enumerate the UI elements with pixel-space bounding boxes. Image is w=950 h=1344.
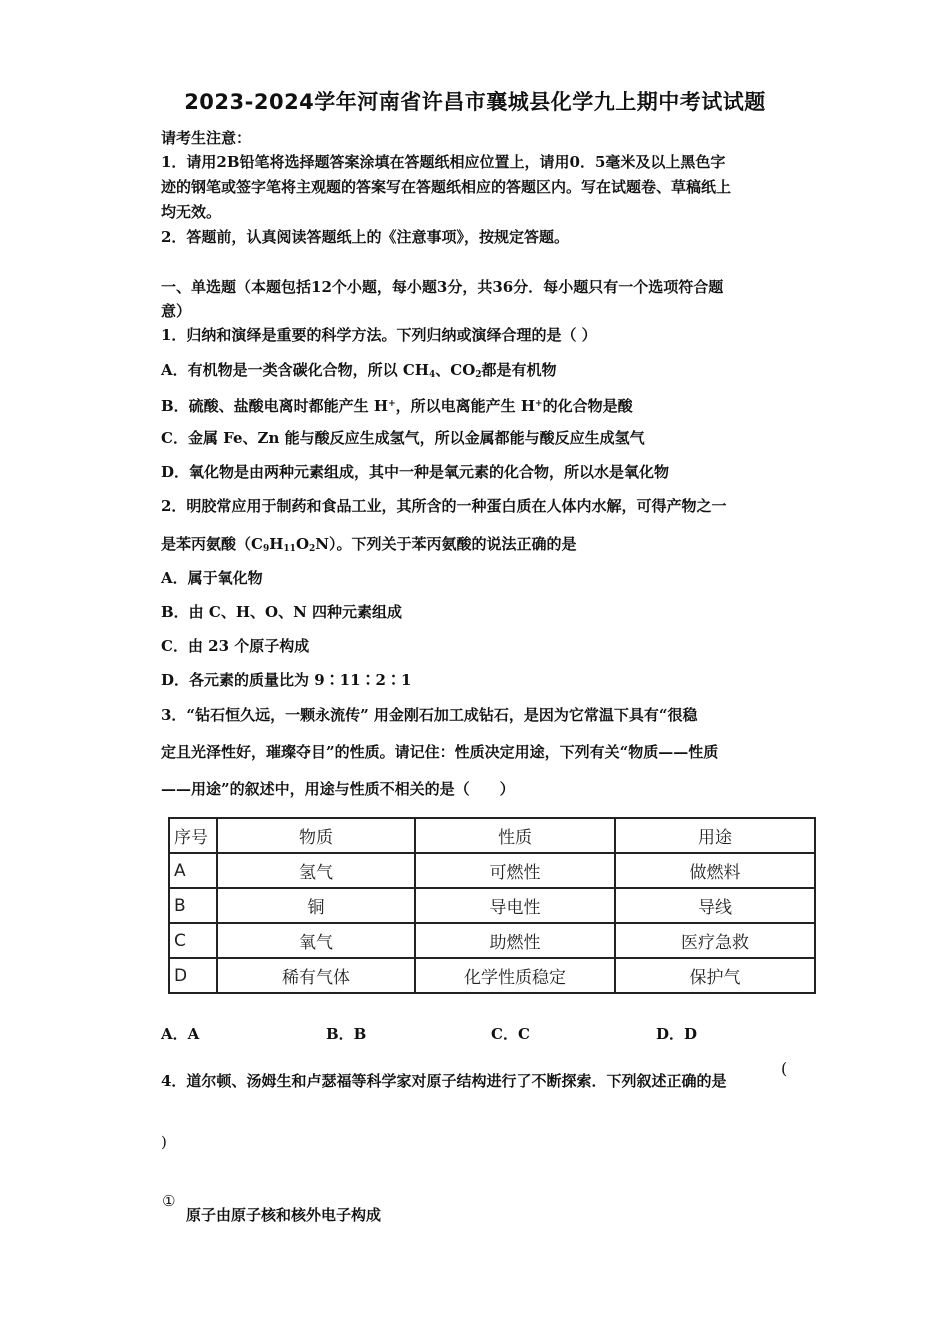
- section-heading: 一、单选题（本题包括12个小题，每小题3分，共36分．每小题只有一个选项符合题: [161, 278, 724, 296]
- q4-open-paren: (: [781, 1059, 788, 1078]
- q2-text: H: [269, 535, 284, 553]
- q1-a-text: A．有机物是一类含碳化合物，所以 CH: [161, 361, 429, 379]
- table-row: [169, 923, 815, 958]
- q1-option-c: C．金属 Fe、Zn 能与酸反应生成氢气，所以金属都能与酸反应生成氢气: [161, 429, 645, 447]
- q1-stem: 1．归纳和演绎是重要的科学方法。下列归纳或演绎合理的是（ ）: [161, 326, 597, 344]
- q1-b-text: 的化合物是酸: [542, 397, 633, 415]
- q2-text: 是苯丙氨酸（C: [161, 535, 263, 553]
- q4-stem: 4．道尔顿、汤姆生和卢瑟福等科学家对原子结构进行了不断探索．下列叙述正确的是: [161, 1072, 727, 1090]
- table-cell: 助燃性: [415, 923, 615, 958]
- table-row: [169, 853, 815, 888]
- q1-a-sub: 4: [428, 370, 436, 380]
- table-cell: 氧气: [217, 923, 415, 958]
- q1-a-text: 、CO: [435, 361, 476, 379]
- q3-option-b: B．B: [326, 1025, 367, 1043]
- table-cell: 导电性: [415, 888, 615, 923]
- q3-stem-line3: ——用途”的叙述中，用途与性质不相关的是（ ）: [161, 780, 515, 798]
- notice-heading: 请考生注意：: [161, 129, 252, 147]
- q3-option-a: A．A: [161, 1025, 200, 1043]
- table-cell: 化学性质稳定: [415, 958, 615, 993]
- table-header: 序号: [169, 818, 217, 853]
- q2-stem-line2: [161, 533, 577, 560]
- table-cell: 可燃性: [415, 853, 615, 888]
- table-header: 物质: [217, 818, 415, 853]
- q3-option-c: C．C: [491, 1025, 530, 1043]
- section-heading-cont: 意）: [161, 302, 192, 320]
- notice-line: 2．答题前，认真阅读答题纸上的《注意事项》，按规定答题。: [161, 228, 569, 246]
- table-header: 用途: [615, 818, 815, 853]
- q1-b-sup: +: [388, 399, 396, 409]
- q3-stem-line2: 定且光泽性好，璀璨夺目”的性质。请记住：性质决定用途，下列有关“物质——性质: [161, 743, 719, 761]
- table-row: [169, 958, 815, 993]
- q2-sub: 9: [262, 544, 270, 554]
- q1-b-text: B．硫酸、盐酸电离时都能产生 H: [161, 397, 389, 415]
- table-cell: B: [169, 888, 217, 923]
- table-cell: 稀有气体: [217, 958, 415, 993]
- q1-option-d: D．氧化物是由两种元素组成，其中一种是氧元素的化合物，所以水是氧化物: [161, 463, 670, 481]
- q1-option-a: [161, 359, 557, 386]
- q2-sub: 2: [309, 544, 316, 554]
- q1-a-sub: 2: [475, 370, 482, 380]
- q1-a-text: 都是有机物: [481, 361, 557, 379]
- table-row: [169, 888, 815, 923]
- notice-line: 均无效。: [161, 203, 222, 221]
- table-header-row: [169, 818, 815, 853]
- q2-option-b: B．由 C、H、O、N 四种元素组成: [161, 603, 403, 621]
- q1-b-text: ，所以电离能产生 H: [395, 397, 536, 415]
- q3-stem-line1: 3．“钻石恒久远，一颗永流传” 用金刚石加工成钻石，是因为它常温下具有“很稳: [161, 706, 698, 724]
- q2-text: N）。下列关于苯丙氨酸的说法正确的是: [315, 535, 577, 553]
- q1-option-b: [161, 393, 633, 417]
- q2-sub: 11: [283, 544, 296, 554]
- table-cell: A: [169, 853, 217, 888]
- q2-stem-line1: 2．明胶常应用于制药和食品工业，其所含的一种蛋白质在人体内水解，可得产物之一: [161, 497, 727, 515]
- q4-item1-mark: ①: [162, 1192, 176, 1210]
- table-cell: D: [169, 958, 217, 993]
- q2-text: O: [295, 535, 310, 553]
- q4-close-paren: ): [161, 1133, 167, 1151]
- table-cell: 导线: [615, 888, 815, 923]
- table-cell: 保护气: [615, 958, 815, 993]
- table-cell: C: [169, 923, 217, 958]
- q4-item1: 原子由原子核和核外电子构成: [186, 1206, 382, 1224]
- property-table: [168, 817, 816, 994]
- page-title: 2023-2024学年河南省许昌市襄城县化学九上期中考试试题: [184, 90, 766, 114]
- q2-option-c: C．由 23 个原子构成: [161, 637, 310, 655]
- table-cell: 医疗急救: [615, 923, 815, 958]
- q2-option-d: D．各元素的质量比为 9∶11∶2∶1: [161, 671, 412, 689]
- notice-line: 迹的钢笔或签字笔将主观题的答案写在答题纸相应的答题区内。写在试题卷、草稿纸上: [161, 178, 732, 196]
- q3-option-d: D．D: [656, 1025, 698, 1043]
- q1-b-sup: +: [535, 399, 543, 409]
- table-cell: 铜: [217, 888, 415, 923]
- table-cell: 氢气: [217, 853, 415, 888]
- q2-option-a: A．属于氧化物: [161, 569, 263, 587]
- table-cell: 做燃料: [615, 853, 815, 888]
- notice-line: 1．请用2B铅笔将选择题答案涂填在答题纸相应位置上，请用0．5毫米及以上黑色字: [161, 153, 726, 171]
- table-header: 性质: [415, 818, 615, 853]
